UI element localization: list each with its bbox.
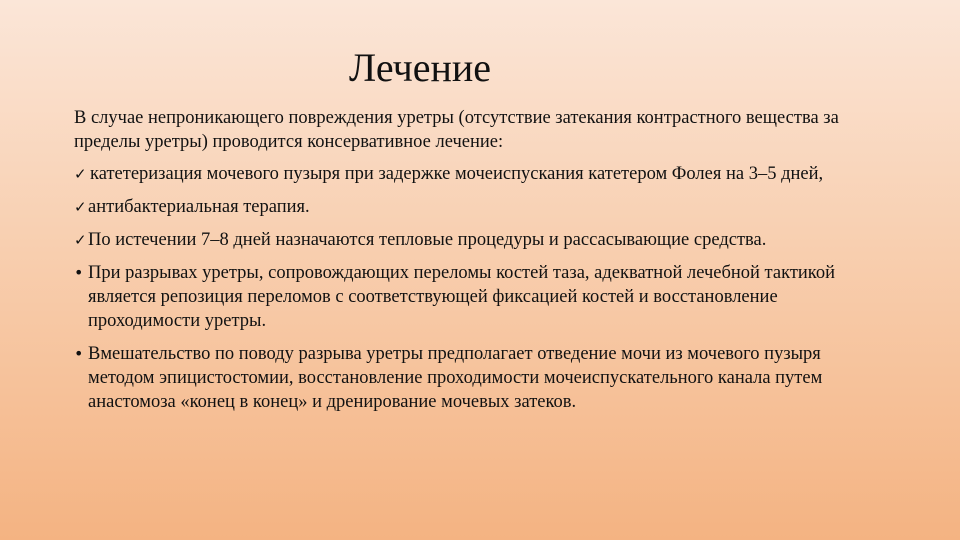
list-item-text: При разрывах уретры, сопровождающих переломы костей таза, адекватной лечебной тактикой является репозиция переломов с соответствующей фиксацией костей и восстановление проходимости уретры. <box>88 263 836 331</box>
bullet-icon: • <box>74 263 84 282</box>
list-item <box>74 228 884 252</box>
list-item-text: По истечении 7–8 дней назначаются тепловые процедуры и рассасывающие средства. <box>88 230 767 250</box>
list-item-text: антибактериальная терапия. <box>88 197 310 217</box>
list-item <box>74 342 884 414</box>
list-item <box>74 261 884 333</box>
intro-paragraph: В случае непроникающего повреждения уретры (отсутствие затекания контрастного вещества за пределы уретры) проводится консервативное лечение: <box>74 108 839 152</box>
checkmark-icon: ✓ <box>74 231 87 249</box>
list-item <box>74 195 884 219</box>
slide-title: Лечение <box>348 45 492 90</box>
bullet-icon: • <box>74 344 84 363</box>
list-item <box>74 162 884 186</box>
checkmark-icon: ✓ <box>74 198 87 216</box>
list-item-text: катетеризация мочевого пузыря при задержке мочеиспускания катетером Фолея на 3–5 дней, <box>90 164 824 184</box>
list-item-text: Вмешательство по поводу разрыва уретры предполагает отведение мочи из мочевого пузыря методом эпицистостомии, восстановление проходимости мочеиспускательного канала путем анастомоза «конец в конец» и дренирование мочевых затеков. <box>88 344 823 412</box>
slide-body <box>74 106 884 423</box>
checkmark-icon: ✓ <box>74 165 87 183</box>
